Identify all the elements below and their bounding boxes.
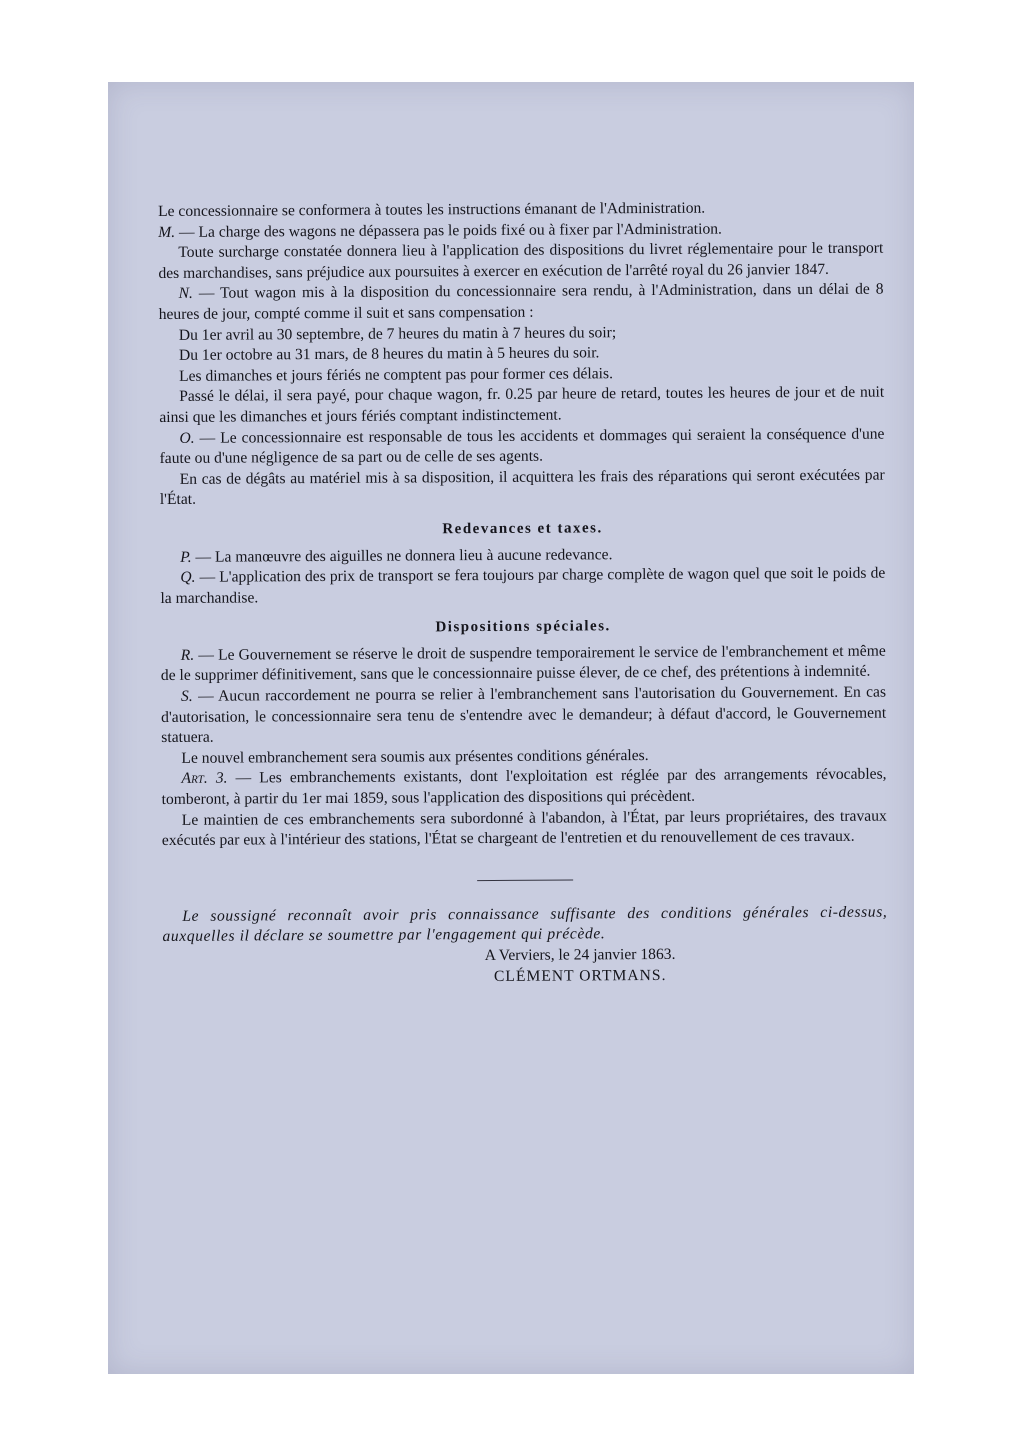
- article-o: O. — Le concessionnaire est responsable de tous les accidents et dommages qui seraient la conséquence d'une faute ou d'une négligence de sa part ou de celle de ses agents.: [159, 425, 885, 468]
- section-dispositions: [161, 641, 887, 851]
- section-heading-redevances: Redevances et taxes.: [442, 520, 603, 538]
- article-p: P. — La manœuvre des aiguilles ne donnera lieu à aucune redevance.: [180, 545, 613, 566]
- paragraph: Le maintien de ces embranchements sera subordonné à l'abandon, à l'État, par leurs propriétaires, des travaux exécutés par eux à l'intérieur des stations, l'État se chargeant de l'entretien et du renouvellement de ces travaux.: [161, 807, 887, 850]
- paragraph: Toute surcharge constatée donnera lieu à l'application des dispositions du livret réglementaire pour le transport des marchandises, sans préjudice aux poursuites à exercer en exécution de l'arrêté royal du 26 janvier 1847.: [158, 239, 884, 282]
- paragraph: Le concessionnaire se conformera à toutes les instructions émanant de l'Administration.: [158, 199, 706, 220]
- section-heading-dispositions: Dispositions spéciales.: [435, 618, 611, 636]
- document-body: [158, 198, 888, 990]
- paragraph: Le nouvel embranchement sera soumis aux présentes conditions générales.: [181, 746, 649, 767]
- paragraph: Passé le délai, il sera payé, pour chaque wagon, fr. 0.25 par heure de retard, toutes les heures de jour et de nuit ainsi que les dimanches et jours fériés comptant indistinctement.: [159, 383, 885, 426]
- article-s: S. — Aucun raccordement ne pourra se relier à l'embranchement sans l'autorisation du Gouvernement. En cas d'autorisation, le concessionnaire sera tenu de s'entendre avec le demandeur; à défaut d'accord, le Gouvernement statuera.: [161, 683, 887, 747]
- section-redevances: [160, 543, 885, 609]
- signatory-name: CLÉMENT ORTMANS.: [493, 966, 667, 985]
- paragraph: Les dimanches et jours fériés ne comptent pas pour former ces délais.: [179, 364, 613, 385]
- separator-rule: [477, 879, 573, 881]
- paragraph: Du 1er avril au 30 septembre, de 7 heures du matin à 7 heures du soir;: [178, 323, 617, 344]
- signature-declaration: Le soussigné reconnaît avoir pris connaissance suffisante des conditions générales ci-dessus, auxquelles il déclare se soumettre par l'engagement qui précède.: [162, 903, 888, 946]
- section-general-conditions: [158, 198, 885, 511]
- paragraph: Du 1er octobre au 31 mars, de 8 heures du matin à 5 heures du soir.: [178, 344, 600, 365]
- article-n: N. — Tout wagon mis à la disposition du concessionnaire sera rendu, à l'Administration, dans un délai de 8 heures de jour, compté comme il suit et sans compensation :: [158, 280, 884, 323]
- article-q: Q. — L'application des prix de transport se fera toujours par charge complète de wagon quel que soit le poids de la marchandise.: [160, 564, 886, 607]
- place-and-date: A Verviers, le 24 janvier 1863.: [484, 945, 676, 965]
- scanned-page: [108, 82, 914, 1374]
- article-r: R. — Le Gouvernement se réserve le droit de suspendre temporairement le service de l'embranchement et même de le supprimer définitivement, sans que le concessionnaire puisse élever, de ce chef, des prétentions à indemnité.: [160, 642, 886, 685]
- article-m: M. — La charge des wagons ne dépassera pas le poids fixé ou à fixer par l'Administration.: [158, 220, 722, 241]
- article-3: Art. 3. — Les embranchements existants, dont l'exploitation est réglée par des arrangements révocables, tomberont, à partir du 1er mai 1859, sous l'application des dispositions qui précèdent.: [161, 765, 887, 809]
- paragraph: En cas de dégâts au matériel mis à sa disposition, il acquittera les frais des réparations qui seront exécutées par l'État.: [159, 466, 885, 509]
